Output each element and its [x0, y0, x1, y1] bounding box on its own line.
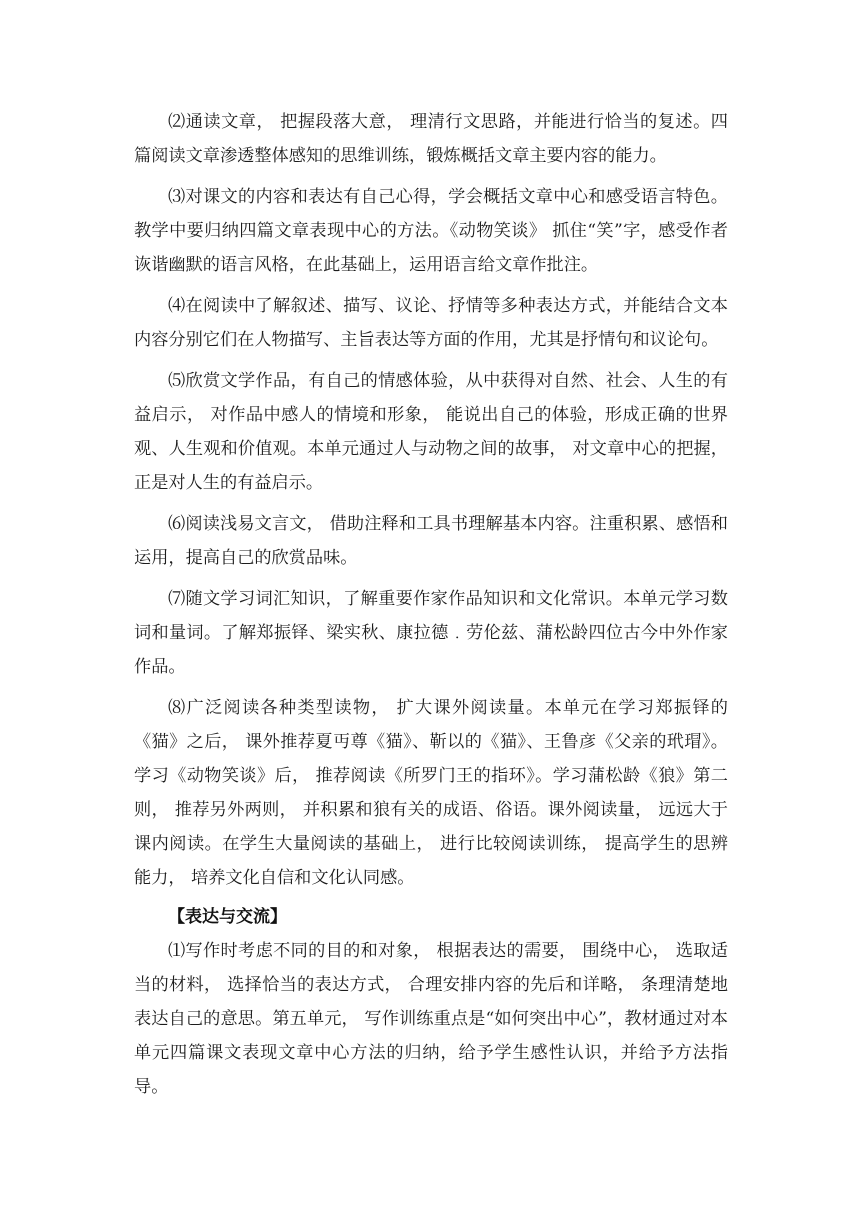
- paragraph-reading-2: ⑵通读文章， 把握段落大意， 理清行文思路，并能进行恰当的复述。四篇阅读文章渗透整体感知的思维训练，锻炼概括文章主要内容的能力。: [134, 112, 728, 166]
- paragraph-reading-3: ⑶对课文的内容和表达有自己心得，学会概括文章中心和感受语言特色。教学中要归纳四篇文章表现中心的方法。《动物笑谈》 抓住“笑”字，感受作者诙谐幽默的语言风格，在此基础上，运用语言给文章作批注。: [134, 187, 728, 275]
- paragraph-reading-5: ⑸欣赏文学作品，有自己的情感体验，从中获得对自然、社会、人生的有益启示， 对作品中感人的情境和形象， 能说出自己的体验，形成正确的世界观、人生观和价值观。本单元通过人与动物之间的故事， 对文章中心的把握， 正是对人生的有益启示。: [134, 371, 728, 493]
- paragraph-reading-8: ⑻广泛阅读各种类型读物， 扩大课外阅读量。本单元在学习郑振铎的《猫》之后， 课外推荐夏丏尊《猫》、靳以的《猫》、王鲁彦《父亲的玳瑁》。学习《动物笑谈》后， 推荐阅读《所罗门王的指环》。学习蒲松龄《狼》第二则， 推荐另外两则， 并积累和狼有关的成语、俗语。课外阅读量， 远远大于课内阅读。在学生大量阅读的基础上， 进行比较阅读训练， 提高学生的思辨能力， 培养文化自信和文化认同感。: [134, 698, 728, 888]
- paragraph-expression-1: ⑴写作时考虑不同的目的和对象， 根据表达的需要， 围绕中心， 选取适当的材料， 选择恰当的表达方式， 合理安排内容的先后和详略， 条理清楚地表达自己的意思。第五单元， 写作训练重点是“如何突出中心”，教材通过对本单元四篇课文表现文章中心方法的归纳，给予学生感性认识，并给予方法指导。: [134, 941, 728, 1097]
- paragraph-reading-7: ⑺随文学习词汇知识，了解重要作家作品知识和文化常识。本单元学习数词和量词。了解郑振铎、梁实秋、康拉德﹒劳伦兹、蒲松龄四位古今中外作家作品。: [134, 589, 728, 677]
- document-page: [134, 105, 728, 1104]
- paragraph-reading-4: ⑷在阅读中了解叙述、描写、议论、抒情等多种表达方式，并能结合文本内容分别它们在人物描写、主旨表达等方面的作用，尤其是抒情句和议论句。: [134, 296, 728, 350]
- section-heading-expression: 【表达与交流】: [168, 907, 287, 927]
- paragraph-reading-6: ⑹阅读浅易文言文， 借助注释和工具书理解基本内容。注重积累、感悟和运用，提高自己的欣赏品味。: [134, 514, 728, 568]
